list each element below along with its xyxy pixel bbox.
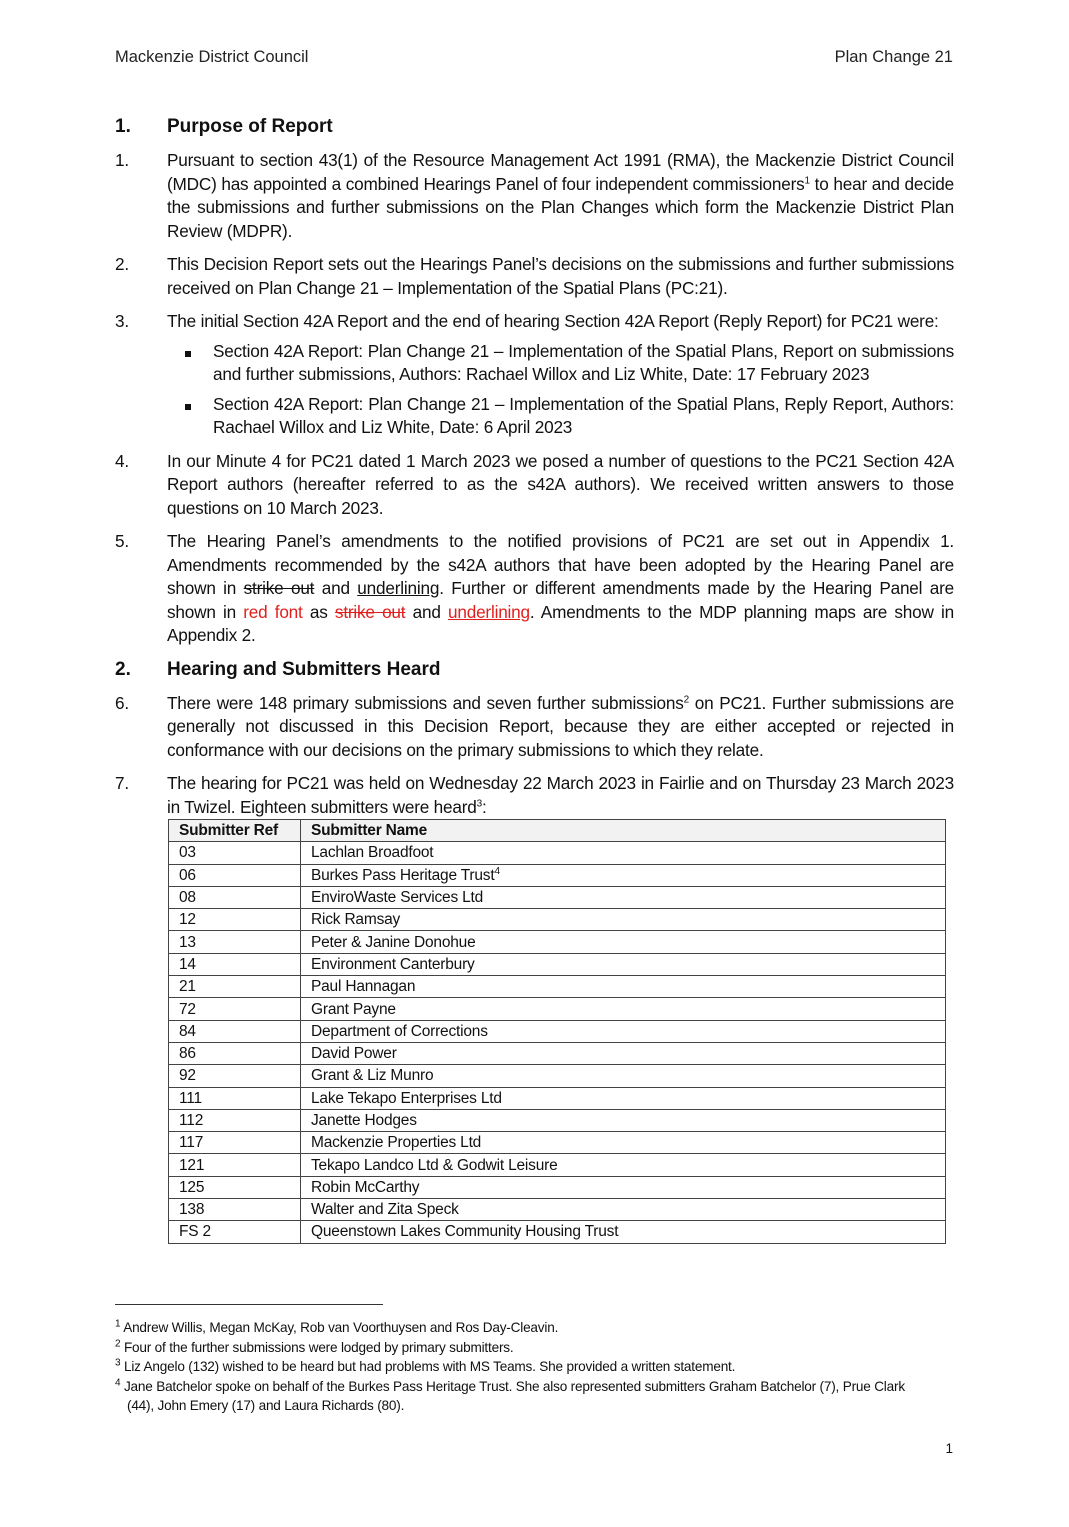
table-header-row xyxy=(169,820,946,842)
strike-out-example: strike out xyxy=(243,578,315,598)
red-underlining-example: underlining xyxy=(448,601,530,622)
footnotes xyxy=(115,1318,955,1416)
table-row xyxy=(169,1176,946,1198)
submitter-ref-cell: 72 xyxy=(169,998,301,1020)
submitter-name-cell: David Power xyxy=(301,1042,946,1064)
paragraph-2: 2. This Decision Report sets out the Hearings Panel’s decisions on the submissions and further submissions received on Plan Change 21 – Implementation of the Spatial Plans (PC:21). xyxy=(115,254,954,298)
submitter-name-cell: Tekapo Landco Ltd & Godwit Leisure xyxy=(301,1154,946,1176)
table-row xyxy=(169,1221,946,1243)
submitter-ref-cell: 138 xyxy=(169,1199,301,1221)
bullet-square-icon xyxy=(185,340,213,387)
table-row xyxy=(169,886,946,908)
column-header: Submitter Ref xyxy=(169,820,301,842)
submitter-name-cell: Department of Corrections xyxy=(301,1020,946,1042)
red-strike-out-example: strike out xyxy=(334,601,406,622)
submitter-name-cell: EnviroWaste Services Ltd xyxy=(301,886,946,908)
table-row xyxy=(169,1199,946,1221)
table-row xyxy=(169,998,946,1020)
table-row xyxy=(169,1042,946,1064)
table-row xyxy=(169,1065,946,1087)
bullet-item: Section 42A Report: Plan Change 21 – Implementation of the Spatial Plans, Report on submissions and further submissions, Authors: Rachael Willox and Liz White, Date: 17 February 2023 xyxy=(185,340,954,387)
submitters-table xyxy=(168,819,946,1244)
section-heading-1: 1. Purpose of Report xyxy=(115,116,333,137)
bullet-square-icon xyxy=(185,393,213,440)
footnote: $^2$ Four of the further submissions were lodged by primary submitters. xyxy=(115,1337,514,1355)
table-row xyxy=(169,953,946,975)
table-row xyxy=(169,976,946,998)
submitter-name-cell: Burkes Pass Heritage Trust$^4$ xyxy=(301,864,946,886)
submitter-name-cell: Lake Tekapo Enterprises Ltd xyxy=(301,1087,946,1109)
footnote-ref: 4 xyxy=(494,865,500,877)
submitter-name-cell: Paul Hannagan xyxy=(301,976,946,998)
submitter-name-cell: Grant & Liz Munro xyxy=(301,1065,946,1087)
submitter-name-cell: Queenstown Lakes Community Housing Trust xyxy=(301,1221,946,1243)
submitter-name-cell: Robin McCarthy xyxy=(301,1176,946,1198)
submitter-ref-cell: 92 xyxy=(169,1065,301,1087)
paragraph-7: 7. The hearing for PC21 was held on Wednesday 22 March 2023 in Fairlie and on Thursday 23 March 2023 in Twizel. Eighteen submitters were heard$^3$: xyxy=(115,773,954,817)
submitter-name-cell: Lachlan Broadfoot xyxy=(301,842,946,864)
report-body xyxy=(115,115,954,829)
paragraph-3: 3. The initial Section 42A Report and the end of hearing Section 42A Report (Reply Report) for PC21 were: xyxy=(115,311,939,331)
footnote: $^1$ Andrew Willis, Megan McKay, Rob van Voorthuysen and Ros Day-Cleavin. xyxy=(115,1318,559,1335)
section-title: Hearing and Submitters Heard xyxy=(167,658,441,680)
table-row xyxy=(169,1132,946,1154)
submitter-ref-cell: 84 xyxy=(169,1020,301,1042)
table-row xyxy=(169,1087,946,1109)
submitter-ref-cell: 117 xyxy=(169,1132,301,1154)
submitter-name-cell: Peter & Janine Donohue xyxy=(301,931,946,953)
page-number: 1 xyxy=(945,1441,953,1456)
red-font-example: red font xyxy=(243,601,303,622)
paragraph-1: 1. Pursuant to section 43(1) of the Resource Management Act 1991 (RMA), the Mackenzie District Council (MDC) has appointed a combined Hearings Panel of four independent commissioners$^1$ to hear and decide the submissions and further submissions on the Plan Changes which form the Mackenzie District Plan Review (MDPR). xyxy=(115,150,954,241)
submitter-ref-cell: 08 xyxy=(169,886,301,908)
submitter-name-cell: Grant Payne xyxy=(301,998,946,1020)
footnote-ref: 2 xyxy=(683,693,689,705)
footnote: $^4$ Jane Batchelor spoke on behalf of the Burkes Pass Heritage Trust. She also represented submitters Graham Batchelor (7), Prue Clark xyxy=(115,1376,905,1394)
submitter-name-cell: Janette Hodges xyxy=(301,1109,946,1131)
footnote: $^3$ Liz Angelo (132) wished to be heard but had problems with MS Teams. She provided a written statement. xyxy=(115,1357,736,1374)
submitter-ref-cell: 86 xyxy=(169,1042,301,1064)
footnote-ref: 3 xyxy=(476,797,482,809)
submitter-ref-cell: 13 xyxy=(169,931,301,953)
column-header: Submitter Name xyxy=(301,820,946,842)
table-row xyxy=(169,1109,946,1131)
submitter-ref-cell: 112 xyxy=(169,1109,301,1131)
submitter-ref-cell: 125 xyxy=(169,1176,301,1198)
submitter-ref-cell: 111 xyxy=(169,1087,301,1109)
header-plan-change: Plan Change 21 xyxy=(834,48,953,66)
table-row xyxy=(169,842,946,864)
table-row xyxy=(169,931,946,953)
submitter-ref-cell: 03 xyxy=(169,842,301,864)
footnote-separator xyxy=(115,1304,383,1305)
paragraph-5: 5. The Hearing Panel’s amendments to the notified provisions of PC21 are set out in Appendix 1. Amendments recommended by the s42A authors that have been adopted by the Hearing Panel are shown in strike out and underlining. Further or different amendments made by the Hearing Panel are shown in red font as strike out and underlining. Amendments to the MDP planning maps are show in Appendix 2. xyxy=(115,531,955,645)
section-title: Purpose of Report xyxy=(167,116,333,137)
submitter-name-cell: Walter and Zita Speck xyxy=(301,1199,946,1221)
table-row xyxy=(169,864,946,886)
section-heading-2: 2. Hearing and Submitters Heard xyxy=(115,658,441,680)
footnote-ref: 1 xyxy=(804,174,810,186)
submitter-ref-cell: FS 2 xyxy=(169,1221,301,1243)
submitter-name-cell: Mackenzie Properties Ltd xyxy=(301,1132,946,1154)
table-row xyxy=(169,1020,946,1042)
underlining-example: underlining xyxy=(357,578,440,598)
bullet-item: Section 42A Report: Plan Change 21 – Implementation of the Spatial Plans, Reply Report, Authors: Rachael Willox and Liz White, Date: 6 April 2023 xyxy=(185,393,954,440)
header-organisation: Mackenzie District Council xyxy=(115,48,309,66)
paragraph-6: 6. There were 148 primary submissions and seven further submissions$^2$ on PC21. Further submissions are generally not discussed in this Decision Report, because they are either accepted or rejected in conformance with our decisions on the primary submissions to which they relate. xyxy=(115,692,955,760)
submitter-ref-cell: 121 xyxy=(169,1154,301,1176)
footnote-continuation: (44), John Emery (17) and Laura Richards (80). xyxy=(127,1398,405,1413)
submitter-ref-cell: 21 xyxy=(169,976,301,998)
table-row xyxy=(169,1154,946,1176)
submitter-ref-cell: 14 xyxy=(169,953,301,975)
submitter-name-cell: Rick Ramsay xyxy=(301,909,946,931)
submitter-name-cell: Environment Canterbury xyxy=(301,953,946,975)
submitter-ref-cell: 06 xyxy=(169,864,301,886)
submitter-ref-cell: 12 xyxy=(169,909,301,931)
paragraph-4: 4. In our Minute 4 for PC21 dated 1 March 2023 we posed a number of questions to the PC21 Section 42A Report authors (hereafter referred to as the s42A authors). We received written answers to those questions on 10 March 2023. xyxy=(115,450,954,518)
table-row xyxy=(169,909,946,931)
